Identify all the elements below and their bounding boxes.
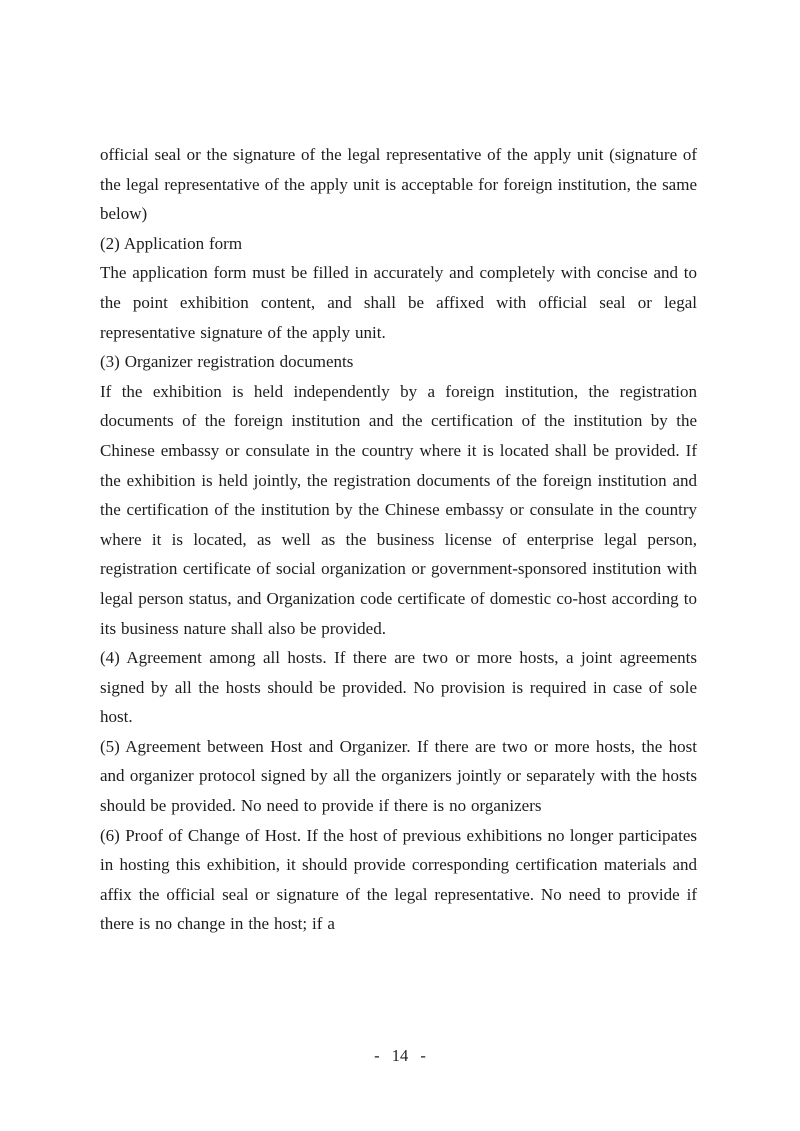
paragraph: (4) Agreement among all hosts. If there are two or more hosts, a joint agreements signed by all the hosts should be provided. No provision is required in case of sole host. (100, 648, 697, 727)
page-number: - 14 - (374, 1046, 426, 1065)
paragraph: (6) Proof of Change of Host. If the host of previous exhibitions no longer participates in hosting this exhibition, it should provide corresponding certification materials and affix the official seal or signature of the legal representative. No need to provide if there is no change in the host; if a (100, 825, 697, 934)
paragraph: The application form must be filled in accurately and completely with concise and to the point exhibition content, and shall be affixed with official seal or legal representative signature of the apply unit. (100, 263, 697, 342)
paragraph: (3) Organizer registration documents (100, 352, 354, 372)
paragraph: official seal or the signature of the legal representative of the apply unit (signature of the legal representative of the apply unit is acceptable for foreign institution, the same below) (100, 145, 697, 224)
paragraph: (2) Application form (100, 233, 243, 253)
page-body-text (100, 140, 697, 939)
paragraph: If the exhibition is held independently by a foreign institution, the registration documents of the foreign institution and the certification of the institution by the Chinese embassy or consulate in the country where it is located shall be provided. If the exhibition is held jointly, the registration documents of the foreign institution and the certification of the institution by the Chinese embassy or consulate in the country where it is located, as well as the business license of enterprise legal person, registration certificate of social organization or government-sponsored institution with legal person status, and Organization code certificate of domestic co-host according to its business nature shall also be provided. (100, 381, 697, 638)
paragraph: (5) Agreement between Host and Organizer. If there are two or more hosts, the host and organizer protocol signed by all the organizers jointly or separately with the hosts should be provided. No need to provide if there is no organizers (100, 736, 697, 816)
